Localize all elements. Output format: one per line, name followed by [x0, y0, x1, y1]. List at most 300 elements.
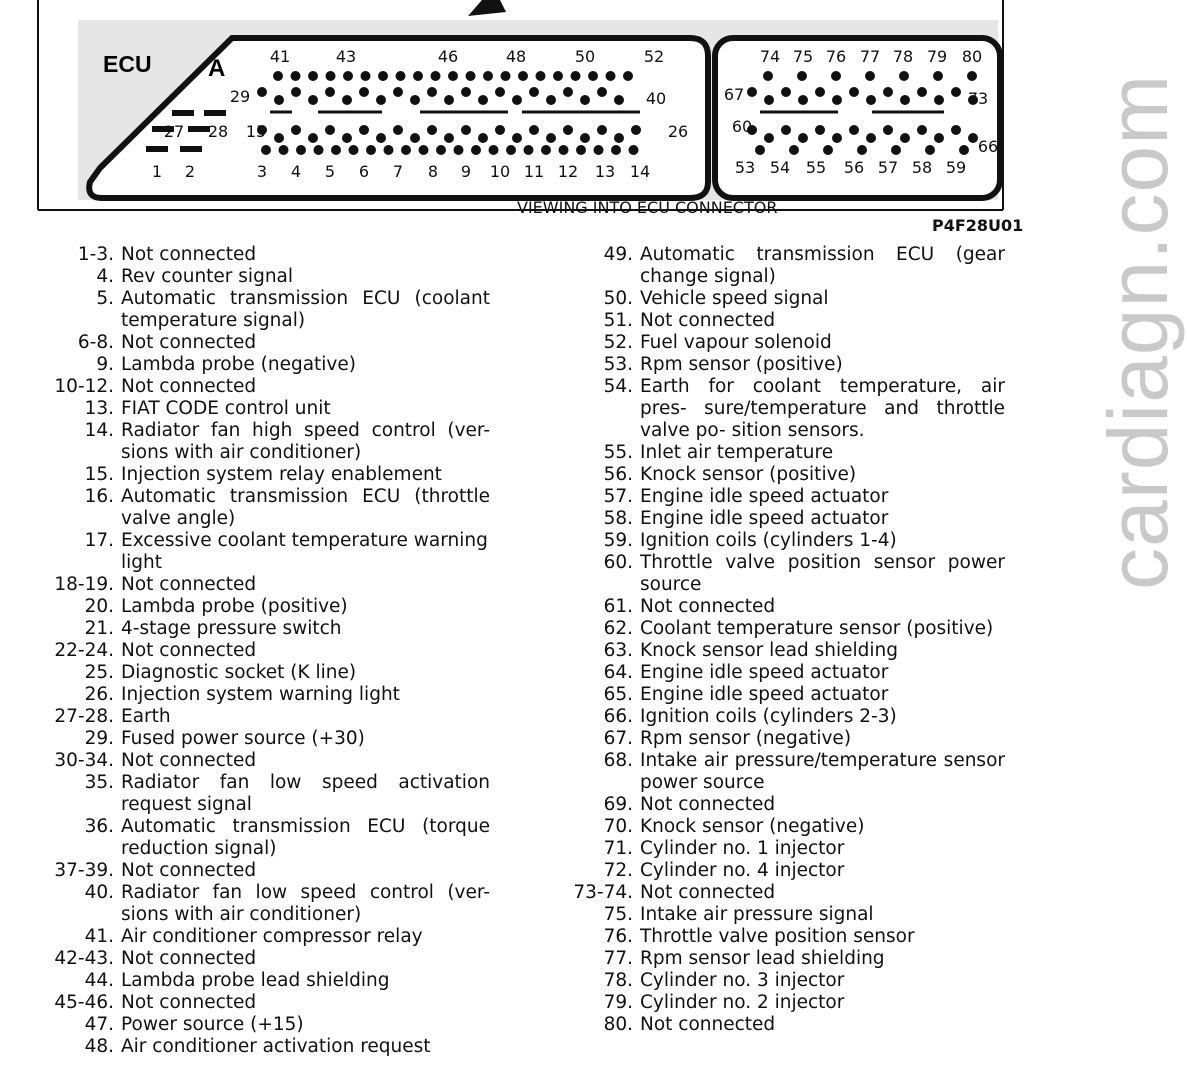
pin-description: Ignition coils (cylinders 2-3) — [640, 706, 897, 727]
pin-row — [30, 530, 490, 574]
pin-dot — [588, 71, 598, 81]
pin-dot — [900, 133, 910, 143]
pin-dot — [755, 145, 765, 155]
pin-dot — [349, 145, 359, 155]
pin-number: 57. — [603, 486, 633, 507]
pin-row — [30, 376, 490, 398]
pin-list-left — [30, 244, 490, 1058]
pin-label: 66 — [977, 137, 999, 156]
pin-number: 15. — [84, 464, 114, 485]
pin-description: Not connected — [121, 244, 257, 265]
pin-number: 10-12. — [54, 376, 114, 397]
pin-label: 59 — [945, 158, 967, 177]
pin-dot — [466, 71, 476, 81]
pin-description: Excessive coolant temperature warning light — [121, 530, 488, 573]
pin-label: 74 — [759, 47, 781, 66]
pin-row — [555, 530, 1005, 552]
pin-dot — [274, 95, 284, 105]
pin-dot — [291, 71, 301, 81]
pin-description: Radiator fan low speed activation request signal — [121, 772, 490, 815]
diagram-caption: VIEWING INTO ECU CONNECTOR — [517, 198, 778, 217]
pin-dot — [361, 71, 371, 81]
pin-dot — [917, 125, 927, 135]
pin-dot — [454, 145, 464, 155]
pin-dot — [495, 125, 505, 135]
pin-dot — [291, 125, 301, 135]
pin-row — [555, 508, 1005, 530]
pin-label: 80 — [961, 47, 983, 66]
pin-description: Throttle valve position sensor — [640, 926, 915, 947]
pin-description: Intake air pressure signal — [640, 904, 874, 925]
pin-row — [30, 684, 490, 706]
pin-list-right — [555, 244, 1005, 1036]
pin-description: Earth — [121, 706, 171, 727]
pin-description: Power source (+15) — [121, 1014, 304, 1035]
pin-row — [555, 552, 1005, 596]
pin-dot — [483, 71, 493, 81]
pin-label: 11 — [523, 162, 545, 181]
pin-description: 4-stage pressure switch — [121, 618, 342, 639]
pin-dot — [419, 145, 429, 155]
pin-dot — [444, 133, 454, 143]
pin-dot — [900, 95, 910, 105]
pin-description: Not connected — [121, 640, 257, 661]
pin-dot — [376, 95, 386, 105]
pin-dot — [501, 71, 511, 81]
pin-dot — [559, 145, 569, 155]
pin-label: 6 — [358, 162, 370, 181]
pin-dot — [925, 145, 935, 155]
pin-number: 59. — [603, 530, 633, 551]
pin-number: 16. — [84, 486, 114, 507]
pin-row — [555, 750, 1005, 794]
pin-row — [555, 640, 1005, 662]
pin-number: 58. — [603, 508, 633, 529]
diagram-code: P4F28U01 — [932, 216, 1024, 235]
pin-description: Cylinder no. 2 injector — [640, 992, 845, 1013]
pin-dot — [781, 87, 791, 97]
pin-dot — [797, 71, 807, 81]
pin-number: 70. — [603, 816, 633, 837]
pin-number: 35. — [84, 772, 114, 793]
pin-description: Rpm sensor (negative) — [640, 728, 852, 749]
pin-dot — [546, 95, 556, 105]
pin-number: 69. — [603, 794, 633, 815]
pin-label: 75 — [792, 47, 814, 66]
pin-number: 26. — [84, 684, 114, 705]
pin-description: Throttle valve position sensor power source — [640, 552, 1005, 595]
pin-dot — [461, 87, 471, 97]
pin-dash — [204, 110, 226, 116]
pin-dot — [815, 125, 825, 135]
pin-dot — [461, 125, 471, 135]
pin-description: Not connected — [121, 574, 257, 595]
pin-description: Automatic transmission ECU (torque reduction signal) — [121, 816, 490, 859]
pin-dot — [274, 133, 284, 143]
pin-label: 53 — [734, 158, 756, 177]
pin-number: 68. — [603, 750, 633, 771]
pin-description: Coolant temperature sensor (positive) — [640, 618, 994, 639]
pin-dot — [308, 133, 318, 143]
pin-number: 14. — [84, 420, 114, 441]
pin-number: 63. — [603, 640, 633, 661]
pin-row — [30, 288, 490, 332]
pin-description: Not connected — [121, 992, 257, 1013]
pin-label: 10 — [489, 162, 511, 181]
pin-dot — [580, 133, 590, 143]
pin-dot — [308, 95, 318, 105]
watermark-text: cardiagn.com — [1091, 73, 1185, 590]
pin-row — [30, 970, 490, 992]
pin-row — [555, 728, 1005, 750]
pin-dot — [789, 145, 799, 155]
pin-description: Diagnostic socket (K line) — [121, 662, 357, 683]
pin-dot — [427, 87, 437, 97]
pin-dot — [849, 87, 859, 97]
pin-number: 50. — [603, 288, 633, 309]
pin-label: 9 — [460, 162, 472, 181]
pin-description: Not connected — [640, 882, 776, 903]
pin-dot — [553, 71, 563, 81]
pin-dot — [798, 133, 808, 143]
pin-dot — [629, 145, 639, 155]
pin-number: 1-3. — [77, 244, 114, 265]
pin-label: 27 — [163, 122, 185, 141]
pin-number: 47. — [84, 1014, 114, 1035]
pin-number: 67. — [603, 728, 633, 749]
pin-dot — [614, 95, 624, 105]
pin-number: 6-8. — [77, 332, 114, 353]
pin-dot — [257, 87, 267, 97]
pin-description: Not connected — [640, 794, 776, 815]
pin-dot — [959, 145, 969, 155]
pin-row — [30, 398, 490, 420]
pin-row — [30, 662, 490, 684]
pin-description: Rpm sensor lead shielding — [640, 948, 885, 969]
pin-description: Knock sensor (positive) — [640, 464, 857, 485]
pin-row — [30, 728, 490, 750]
pin-number: 56. — [603, 464, 633, 485]
pin-label: 2 — [184, 162, 196, 181]
pin-dot — [623, 71, 633, 81]
pin-dot — [933, 71, 943, 81]
pin-number: 62. — [603, 618, 633, 639]
pin-dot — [951, 125, 961, 135]
pin-dot — [512, 133, 522, 143]
pin-dot — [865, 71, 875, 81]
pin-description: Cylinder no. 1 injector — [640, 838, 845, 859]
pin-dot — [261, 145, 271, 155]
pin-row — [555, 354, 1005, 376]
pin-description: Radiator fan high speed control (ver- sions with air conditioner) — [121, 420, 490, 463]
pin-label: 55 — [805, 158, 827, 177]
pin-dot — [917, 87, 927, 97]
pin-dot — [296, 145, 306, 155]
pin-label: 46 — [437, 47, 459, 66]
pin-row — [30, 706, 490, 728]
pin-row — [555, 794, 1005, 816]
pin-row — [555, 992, 1005, 1014]
pin-label: 57 — [877, 158, 899, 177]
pin-dot — [563, 125, 573, 135]
pin-dot — [934, 133, 944, 143]
pin-number: 72. — [603, 860, 633, 881]
pin-row — [555, 816, 1005, 838]
pin-row — [30, 926, 490, 948]
pin-dot — [563, 87, 573, 97]
pin-dot — [866, 95, 876, 105]
pin-description: Not connected — [121, 750, 257, 771]
pin-row — [30, 596, 490, 618]
pin-label: 40 — [645, 89, 667, 108]
pin-label: 26 — [667, 122, 689, 141]
pin-number: 61. — [603, 596, 633, 617]
pin-dot — [436, 145, 446, 155]
pin-description: Engine idle speed actuator — [640, 486, 889, 507]
pin-dot — [614, 133, 624, 143]
pin-dot — [427, 125, 437, 135]
pin-dot — [764, 133, 774, 143]
pin-row — [30, 992, 490, 1014]
pin-dot — [631, 125, 641, 135]
pin-label: 5 — [324, 162, 336, 181]
pin-number: 36. — [84, 816, 114, 837]
pin-dot — [495, 87, 505, 97]
pin-number: 44. — [84, 970, 114, 991]
pin-row — [555, 882, 1005, 904]
pin-number: 29. — [84, 728, 114, 749]
pin-number: 41. — [84, 926, 114, 947]
pin-dot — [611, 145, 621, 155]
pin-dot — [342, 95, 352, 105]
pin-description: Earth for coolant temperature, air pres- sure/temperature and throttle valve po- sition sensors. — [640, 376, 1005, 441]
pin-dot — [541, 145, 551, 155]
connector-a-label: A — [208, 55, 226, 82]
pin-description: Intake air pressure/temperature sensor power source — [640, 750, 1005, 793]
pin-row — [555, 288, 1005, 310]
pin-dot — [376, 133, 386, 143]
pin-row — [555, 838, 1005, 860]
pin-dot — [478, 133, 488, 143]
pin-dot — [401, 145, 411, 155]
pin-number: 80. — [603, 1014, 633, 1035]
pin-dot — [326, 71, 336, 81]
pin-description: Air conditioner compressor relay — [121, 926, 423, 947]
pin-label: 13 — [594, 162, 616, 181]
pin-number: 5. — [96, 288, 114, 309]
pin-description: Engine idle speed actuator — [640, 508, 889, 529]
pin-description: Knock sensor (negative) — [640, 816, 865, 837]
pin-dot — [444, 95, 454, 105]
pin-label: 73 — [967, 89, 989, 108]
pin-number: 45-46. — [54, 992, 114, 1013]
pin-dot — [512, 95, 522, 105]
pin-label: 52 — [643, 47, 665, 66]
pin-row — [30, 574, 490, 596]
pin-dot — [831, 71, 841, 81]
pin-label: 76 — [825, 47, 847, 66]
pin-dash — [180, 146, 202, 152]
pin-dot — [478, 95, 488, 105]
pin-dot — [314, 145, 324, 155]
pin-dot — [359, 125, 369, 135]
pin-number: 42-43. — [54, 948, 114, 969]
pin-dot — [410, 95, 420, 105]
pin-number: 4. — [96, 266, 114, 287]
pin-number: 53. — [603, 354, 633, 375]
pin-number: 60. — [603, 552, 633, 573]
pin-description: Cylinder no. 4 injector — [640, 860, 845, 881]
pin-dot — [524, 145, 534, 155]
pin-description: Knock sensor lead shielding — [640, 640, 898, 661]
pin-number: 77. — [603, 948, 633, 969]
pin-label: 50 — [574, 47, 596, 66]
pin-description: Automatic transmission ECU (gear change signal) — [640, 244, 1005, 287]
pin-dot — [396, 71, 406, 81]
pin-row — [30, 750, 490, 772]
pin-dot — [529, 87, 539, 97]
pin-number: 9. — [96, 354, 114, 375]
pin-label: 41 — [269, 47, 291, 66]
pin-dot — [325, 125, 335, 135]
pin-dot — [857, 145, 867, 155]
pin-dot — [866, 133, 876, 143]
pin-label: 48 — [505, 47, 527, 66]
pin-row — [555, 310, 1005, 332]
pin-dash — [188, 126, 210, 132]
pin-label: 4 — [290, 162, 302, 181]
pin-label: 15 — [245, 122, 267, 141]
pin-description: FIAT CODE control unit — [121, 398, 331, 419]
pin-row — [30, 772, 490, 816]
pin-label: 56 — [843, 158, 865, 177]
pin-row — [555, 926, 1005, 948]
pin-number: 73-74. — [573, 882, 633, 903]
pin-row — [30, 1014, 490, 1036]
pin-row — [30, 354, 490, 376]
pin-row — [30, 464, 490, 486]
pin-number: 65. — [603, 684, 633, 705]
pin-label: 12 — [557, 162, 579, 181]
pin-row — [30, 486, 490, 530]
pin-row — [30, 420, 490, 464]
pin-description: Lambda probe (positive) — [121, 596, 348, 617]
pin-description: Lambda probe lead shielding — [121, 970, 390, 991]
pin-dot — [384, 145, 394, 155]
pin-number: 48. — [84, 1036, 114, 1057]
pin-row — [30, 948, 490, 970]
pin-dot — [291, 87, 301, 97]
pin-description: Air conditioner activation request — [121, 1036, 431, 1057]
pin-dot — [366, 145, 376, 155]
pin-label: 58 — [911, 158, 933, 177]
pin-number: 18-19. — [54, 574, 114, 595]
pin-description: Not connected — [121, 948, 257, 969]
pin-row — [555, 662, 1005, 684]
pin-label: 43 — [335, 47, 357, 66]
pin-dot — [448, 71, 458, 81]
pin-dot — [273, 71, 283, 81]
pin-number: 17. — [84, 530, 114, 551]
arrow-icon — [468, 0, 506, 16]
pin-dot — [580, 95, 590, 105]
pin-row — [555, 244, 1005, 288]
pin-label: 60 — [731, 117, 753, 136]
pin-number: 66. — [603, 706, 633, 727]
pin-description: Not connected — [121, 332, 257, 353]
pin-dot — [331, 145, 341, 155]
pin-number: 52. — [603, 332, 633, 353]
pin-number: 71. — [603, 838, 633, 859]
pin-dot — [279, 145, 289, 155]
pin-dash — [172, 110, 194, 116]
pin-number: 37-39. — [54, 860, 114, 881]
pin-dot — [576, 145, 586, 155]
pin-dot — [891, 145, 901, 155]
pin-dot — [951, 87, 961, 97]
pin-description: Radiator fan low speed control (ver- sions with air conditioner) — [121, 882, 490, 925]
pin-description: Not connected — [640, 310, 776, 331]
pin-row — [555, 1014, 1005, 1036]
pin-dot — [883, 87, 893, 97]
pin-row — [30, 266, 490, 288]
pin-row — [555, 596, 1005, 618]
pin-dot — [594, 145, 604, 155]
pin-dot — [546, 133, 556, 143]
pin-number: 51. — [603, 310, 633, 331]
pin-dot — [393, 125, 403, 135]
pin-dot — [359, 87, 369, 97]
pin-row — [555, 948, 1005, 970]
pin-description: Lambda probe (negative) — [121, 354, 356, 375]
pin-label: 1 — [151, 162, 163, 181]
pin-dot — [431, 71, 441, 81]
pin-dot — [597, 87, 607, 97]
pin-label: 14 — [629, 162, 651, 181]
pin-dot — [968, 133, 978, 143]
pin-label: 79 — [926, 47, 948, 66]
pin-dot — [571, 71, 581, 81]
pin-number: 13. — [84, 398, 114, 419]
pin-description: Rev counter signal — [121, 266, 294, 287]
pin-row — [555, 706, 1005, 728]
pin-description: Fuel vapour solenoid — [640, 332, 832, 353]
pin-dot — [536, 71, 546, 81]
pin-dot — [606, 71, 616, 81]
pin-description: Engine idle speed actuator — [640, 662, 889, 683]
pin-dot — [967, 71, 977, 81]
pin-number: 25. — [84, 662, 114, 683]
pin-description: Rpm sensor (positive) — [640, 354, 843, 375]
pin-description: Inlet air temperature — [640, 442, 834, 463]
pin-dot — [832, 133, 842, 143]
pin-dot — [308, 71, 318, 81]
pin-dot — [410, 133, 420, 143]
pin-label: 78 — [892, 47, 914, 66]
pin-number: 55. — [603, 442, 633, 463]
pin-dot — [506, 145, 516, 155]
pin-row — [555, 618, 1005, 640]
pin-dot — [489, 145, 499, 155]
pin-number: 64. — [603, 662, 633, 683]
pin-label: 28 — [207, 122, 229, 141]
pin-row — [555, 970, 1005, 992]
pin-description: Not connected — [121, 376, 257, 397]
pin-row — [555, 376, 1005, 442]
pin-description: Vehicle speed signal — [640, 288, 829, 309]
pin-dot — [529, 125, 539, 135]
pin-number: 54. — [603, 376, 633, 397]
